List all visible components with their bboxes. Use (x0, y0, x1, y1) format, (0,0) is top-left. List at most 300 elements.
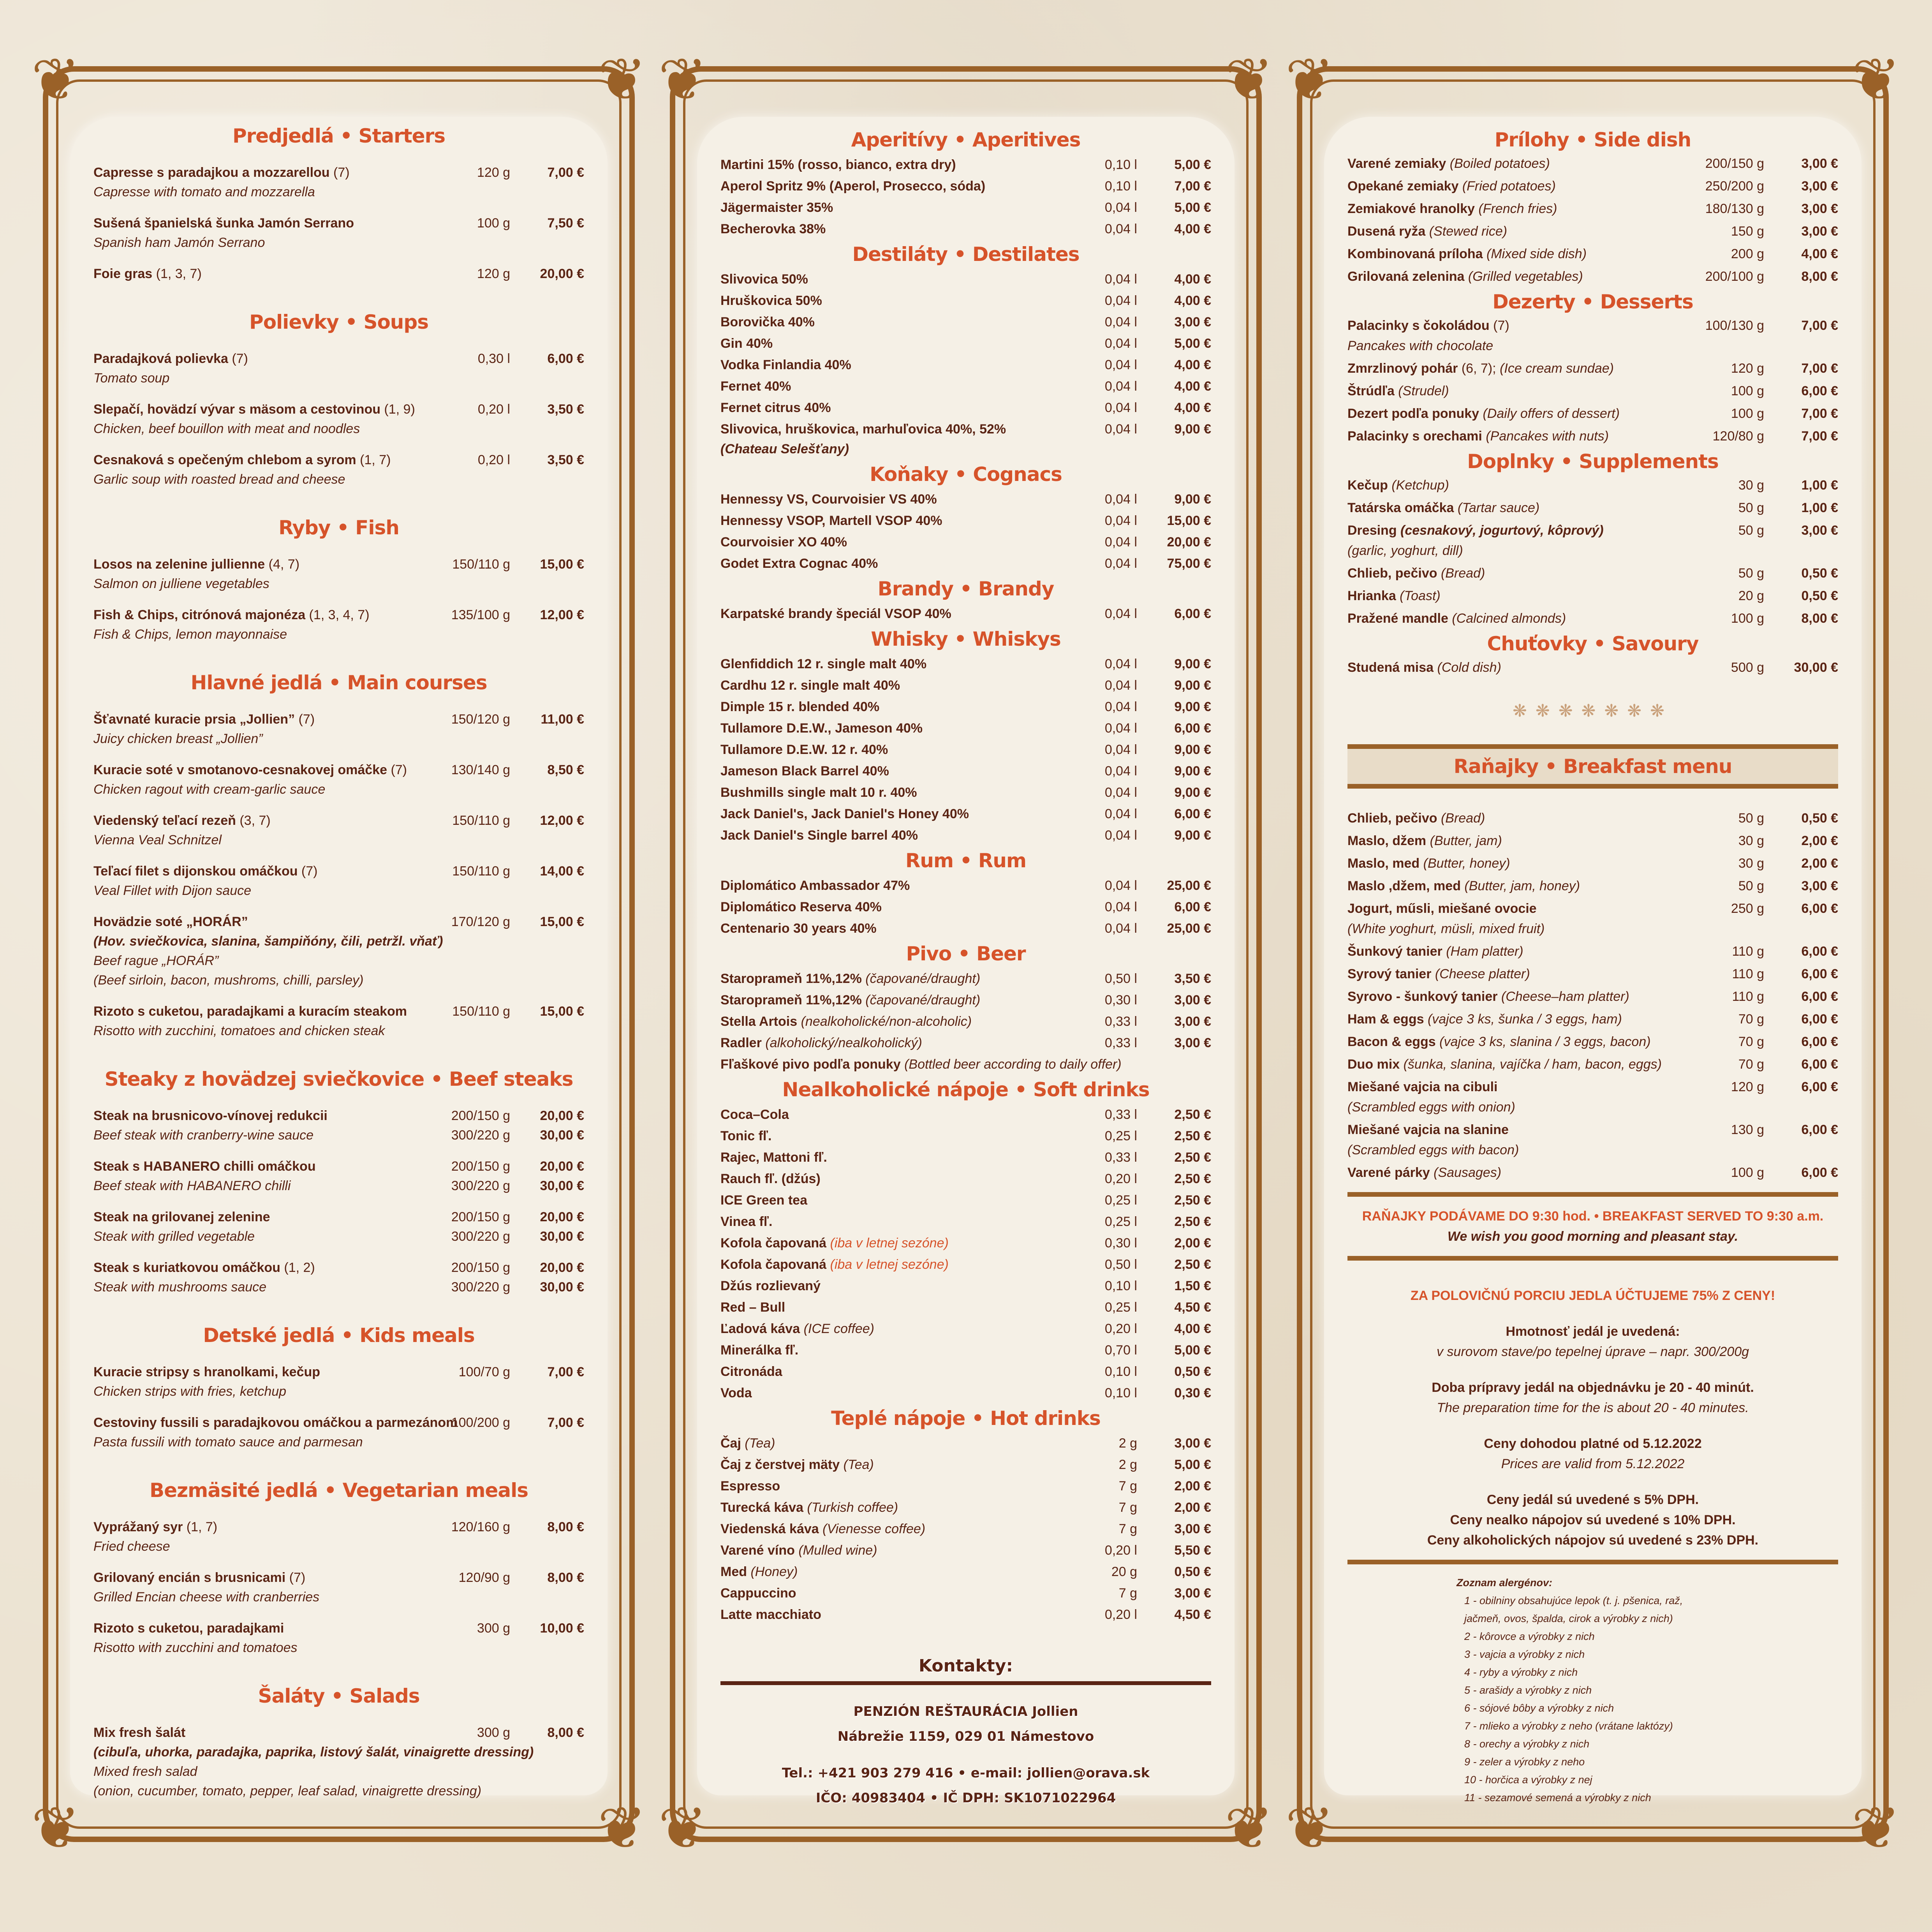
item-price: 8,00 € (547, 1570, 584, 1585)
allergen-item: 1 - obilniny obsahujúce lepok (t. j. pšenica, raž, (1464, 1595, 1683, 1606)
menu-item (1347, 315, 1838, 356)
item-translation: (Pancakes with nuts) (1482, 429, 1609, 444)
item-price: 7,00 € (547, 1415, 584, 1430)
divider (1347, 1560, 1838, 1564)
item-name: Miešané vajcia na slanine (1347, 1122, 1509, 1137)
menu-item (1347, 853, 1838, 874)
item-translation: (Tea) (840, 1457, 874, 1472)
item-translation: (vajce 3 ks, šunka / 3 eggs, ham) (1424, 1012, 1622, 1027)
item-name: Maslo, džem (1347, 833, 1427, 848)
item-name: Zemiakové hranolky (1347, 201, 1475, 216)
item-quantity: 0,04 l (1104, 785, 1137, 800)
item-quantity: 150 g (1731, 224, 1764, 239)
item-quantity: 0,20 l (1104, 1321, 1137, 1336)
menu-item (93, 1157, 584, 1196)
item-translation: Grilled Encian cheese with cranberries (93, 1590, 320, 1604)
item-quantity: 120/160 g (451, 1520, 510, 1534)
restaurant-name: PENZIÓN REŠTAURÁCIA Jollien (853, 1704, 1078, 1719)
menu-item (720, 1498, 1211, 1518)
item-quantity: 130/140 g (451, 763, 510, 777)
item-price: 5,00 € (1174, 336, 1211, 351)
item-translation: (šunka, slanina, vajíčka / ham, bacon, eggs) (1400, 1057, 1662, 1072)
item-quantity-large: 300/220 g (451, 1178, 510, 1193)
menu-item (1347, 608, 1838, 629)
item-price: 2,00 € (1174, 1236, 1211, 1250)
menu-item (1347, 221, 1838, 241)
item-quantity: 20 g (1738, 588, 1764, 603)
menu-item (720, 1434, 1211, 1453)
item-quantity-large: 300/220 g (451, 1128, 510, 1143)
item-allergens: (4, 7) (265, 557, 300, 572)
item-quantity: 0,10 l (1104, 157, 1137, 172)
item-name: Red – Bull (720, 1300, 785, 1315)
extras-sections (1347, 125, 1838, 1807)
contacts-block (720, 1656, 1211, 1810)
menu-item (1347, 808, 1838, 828)
item-price: 4,00 € (1174, 379, 1211, 394)
item-price: 6,00 € (1801, 989, 1838, 1004)
drinks-menu-panel (658, 46, 1273, 1862)
item-quantity: 0,30 l (1104, 993, 1137, 1007)
item-name: Courvoisier XO 40% (720, 535, 847, 549)
item-price: 7,00 € (1801, 361, 1838, 376)
item-quantity: 200/150 g (451, 1159, 510, 1174)
menu-item (720, 1340, 1211, 1360)
item-price: 5,50 € (1174, 1543, 1211, 1558)
item-quantity: 50 g (1738, 879, 1764, 893)
item-price: 6,00 € (1801, 1122, 1838, 1137)
item-quantity: 2 g (1118, 1457, 1137, 1472)
item-name: Foie gras (93, 266, 153, 281)
item-quantity: 170/120 g (451, 914, 510, 929)
item-price: 1,00 € (1801, 478, 1838, 493)
item-price: 6,00 € (1174, 900, 1211, 914)
item-name: Fish & Chips, citrónová majonéza (93, 608, 306, 622)
menu-item (720, 1212, 1211, 1232)
menu-item (720, 990, 1211, 1010)
menu-item (1347, 176, 1838, 196)
item-name: Šunkový tanier (1347, 944, 1442, 959)
item-name: Tullamore D.E.W., Jameson 40% (720, 721, 923, 736)
section-title: Rum • Rum (905, 849, 1027, 872)
item-quantity: 0,04 l (1104, 492, 1137, 507)
item-quantity: 0,04 l (1104, 556, 1137, 571)
item-price: 8,00 € (547, 1520, 584, 1534)
item-price: 15,00 € (540, 914, 584, 929)
menu-item (720, 1191, 1211, 1210)
item-price: 3,00 € (1174, 993, 1211, 1007)
item-translation: Risotto with zucchini and tomatoes (93, 1640, 298, 1655)
item-translation: (Grilled vegetables) (1464, 269, 1583, 284)
item-price: 11,00 € (541, 712, 584, 727)
item-quantity: 0,10 l (1104, 179, 1137, 194)
menu-item (1347, 153, 1838, 174)
item-price: 2,50 € (1174, 1107, 1211, 1122)
item-price: 8,00 € (1801, 611, 1838, 626)
item-price: 9,00 € (1174, 828, 1211, 843)
section-title: Nealkoholické nápoje • Soft drinks (782, 1078, 1150, 1101)
item-quantity: 200/150 g (1705, 156, 1764, 171)
item-name: Hrianka (1347, 588, 1396, 603)
item-quantity: 0,70 l (1104, 1343, 1137, 1358)
menu-item (93, 1207, 584, 1246)
item-name: Syrovo - šunkový tanier (1347, 989, 1498, 1004)
item-quantity: 150/110 g (452, 813, 510, 828)
vat-alcohol: Ceny alkoholických nápojov sú uvedené s 23% DPH. (1427, 1533, 1759, 1548)
item-name: Teľací filet s dijonskou omáčkou (93, 864, 298, 879)
item-name: Hruškovica 50% (720, 293, 822, 308)
item-translation: (čapované/draught) (861, 971, 981, 986)
item-price: 4,50 € (1174, 1300, 1211, 1315)
food-sections (93, 125, 584, 1812)
item-name: Cappuccino (720, 1586, 796, 1601)
item-name: Cardhu 12 r. single malt 40% (720, 678, 900, 693)
item-translation: (Mulled wine) (794, 1543, 877, 1558)
item-name: Ľadová káva (720, 1321, 800, 1336)
item-price: 2,50 € (1174, 1150, 1211, 1165)
item-translation: (Daily offers of dessert) (1479, 406, 1620, 421)
menu-item (720, 1169, 1211, 1189)
menu-item (93, 1619, 584, 1657)
item-name: Gin 40% (720, 336, 773, 351)
item-name: Palacinky s orechami (1347, 429, 1482, 444)
item-quantity: 120/90 g (458, 1570, 510, 1585)
item-quantity: 0,04 l (1104, 878, 1137, 893)
menu-item (93, 1517, 584, 1556)
section-title: Hlavné jedlá • Main courses (190, 671, 487, 694)
item-allergens: (7) (285, 1570, 306, 1585)
item-name: Viedenský teľací rezeň (93, 813, 236, 828)
item-name: Čaj z čerstvej mäty (720, 1457, 840, 1472)
corner-ornament-icon: ❦ (597, 46, 646, 114)
item-translation: Steak with mushrooms sauce (93, 1280, 267, 1294)
vat-soft-drinks: Ceny nealko nápojov sú uvedené s 10% DPH. (1450, 1513, 1736, 1527)
item-name: Kuracie soté v smotanovo-cesnakovej omáčke (93, 763, 387, 777)
item-name: Steak s kuriatkovou omáčkou (93, 1260, 280, 1275)
item-translation: (Scrambled eggs with onion) (1347, 1100, 1515, 1115)
item-price: 25,00 € (1167, 921, 1211, 936)
menu-item (720, 532, 1211, 552)
item-allergens: (7) (1489, 318, 1509, 333)
item-quantity: 0,04 l (1104, 513, 1137, 528)
item-price: 3,00 € (1174, 1436, 1211, 1451)
item-quantity: 0,04 l (1104, 807, 1137, 821)
menu-item (720, 697, 1211, 717)
item-name: Staroprameň 11%,12% (720, 993, 862, 1007)
item-price: 4,00 € (1174, 1321, 1211, 1336)
menu-item (720, 1055, 1211, 1074)
item-price: 4,00 € (1174, 293, 1211, 308)
item-quantity: 0,04 l (1104, 921, 1137, 936)
item-price: 3,00 € (1801, 179, 1838, 194)
allergen-item: 10 - horčica a výrobky z nej (1464, 1774, 1592, 1786)
item-quantity: 100/70 g (458, 1365, 510, 1379)
item-quantity: 0,10 l (1104, 1386, 1137, 1400)
item-translation: (Calcined almonds) (1448, 611, 1566, 626)
item-quantity: 120/80 g (1712, 429, 1764, 444)
item-price: 6,00 € (1801, 944, 1838, 959)
menu-item (720, 969, 1211, 989)
menu-item (93, 1258, 584, 1297)
item-quantity: 110 g (1732, 989, 1764, 1004)
menu-item (93, 450, 584, 489)
item-translation: (Bottled beer according to daily offer) (900, 1057, 1122, 1072)
item-name: Paradajková polievka (93, 351, 228, 366)
item-quantity: 0,50 l (1104, 971, 1137, 986)
item-name: Steak na brusnicovo-vínovej redukcii (93, 1108, 328, 1123)
item-name: Fernet 40% (720, 379, 791, 394)
item-name: Kečup (1347, 478, 1388, 493)
section-title: Brandy • Brandy (877, 578, 1054, 600)
section-title: Aperitívy • Aperitives (851, 129, 1081, 151)
menu-item (720, 1519, 1211, 1539)
item-name: Chlieb, pečivo (1347, 566, 1437, 581)
item-price: 3,00 € (1174, 1586, 1211, 1601)
menu-item (720, 1383, 1211, 1403)
item-name: Stella Artois (720, 1014, 798, 1029)
item-translation: (Tartar sauce) (1454, 500, 1540, 515)
item-quantity: 2 g (1118, 1436, 1137, 1451)
item-translation: (čapované/draught) (861, 993, 981, 1007)
item-price: 5,00 € (1174, 200, 1211, 215)
item-name: Studená misa (1347, 660, 1434, 675)
corner-ornament-icon: ❦ (1285, 46, 1334, 114)
section-title: Prílohy • Side dish (1494, 129, 1691, 151)
section-title: Pivo • Beer (906, 942, 1026, 965)
item-allergens: (3, 7) (236, 813, 271, 828)
item-price: 8,50 € (547, 763, 584, 777)
item-quantity: 135/100 g (451, 608, 510, 622)
item-price: 9,00 € (1174, 742, 1211, 757)
menu-item (720, 155, 1211, 175)
menu-item (720, 676, 1211, 696)
menu-item (720, 1105, 1211, 1125)
item-translation: Chicken, beef bouillon with meat and noodles (93, 421, 360, 436)
section-title: Whisky • Whiskys (871, 628, 1061, 650)
item-name: Glenfiddich 12 r. single malt 40% (720, 657, 927, 671)
item-price: 2,50 € (1174, 1129, 1211, 1143)
breakfast-header (1347, 744, 1838, 789)
item-name: Turecká káva (720, 1500, 803, 1515)
item-price: 75,00 € (1167, 556, 1211, 571)
item-name: Cesnaková s opečeným chlebom a syrom (93, 453, 356, 467)
section-title: Ryby • Fish (278, 516, 399, 539)
menu-item (1347, 266, 1838, 287)
menu-item (1347, 586, 1838, 606)
item-name: Rizoto s cuketou, paradajkami (93, 1621, 284, 1636)
corner-ornament-icon: ❦ (658, 46, 707, 114)
item-translation: (Toast) (1396, 588, 1441, 603)
item-translation: Mixed fresh salad (93, 1764, 197, 1779)
item-price: 2,50 € (1174, 1193, 1211, 1208)
item-name: Bacon & eggs (1347, 1034, 1436, 1049)
item-allergens: (6, 7); (1458, 361, 1496, 376)
item-name: Dusená ryža (1347, 224, 1426, 239)
item-price: 6,00 € (1801, 1057, 1838, 1072)
item-price: 9,00 € (1174, 699, 1211, 714)
item-allergens: (1, 3, 7) (152, 266, 202, 281)
item-quantity: 180/130 g (1705, 201, 1764, 216)
menu-item (1347, 1077, 1838, 1117)
restaurant-address: Nábrežie 1159, 029 01 Námestovo (837, 1729, 1094, 1744)
item-price: 3,00 € (1801, 523, 1838, 538)
item-name: Dresing (1347, 523, 1397, 538)
item-translation: (French fries) (1474, 201, 1557, 216)
menu-item (720, 1298, 1211, 1317)
item-price: 6,00 € (1801, 1012, 1838, 1027)
item-name: Šťavnaté kuracie prsia „Jollien” (93, 712, 295, 727)
item-quantity: 0,20 l (1104, 1607, 1137, 1622)
item-quantity: 100 g (1731, 1165, 1764, 1180)
menu-item (720, 554, 1211, 574)
item-name: Viedenská káva (720, 1522, 819, 1536)
item-price: 7,00 € (547, 1365, 584, 1379)
menu-item (720, 1583, 1211, 1603)
item-name: Grilovaná zelenina (1347, 269, 1465, 284)
item-price: 7,00 € (1174, 179, 1211, 194)
corner-ornament-icon: ❦ (31, 46, 80, 114)
item-price: 6,00 € (1174, 606, 1211, 621)
menu-item (1347, 964, 1838, 984)
item-translation: (Honey) (747, 1564, 798, 1579)
item-quantity: 7 g (1118, 1522, 1137, 1536)
item-description: (Hov. sviečkovica, slanina, šampiňóny, čili, petržl. vňať) (93, 934, 443, 949)
menu-item (1347, 1032, 1838, 1052)
menu-item (1347, 403, 1838, 424)
item-price: 6,00 € (1801, 967, 1838, 981)
item-price: 15,00 € (540, 1004, 584, 1019)
menu-item (720, 604, 1211, 624)
allergen-item: 6 - sójové bôby a výrobky z nich (1464, 1702, 1614, 1714)
menu-item (93, 1723, 584, 1801)
item-price-large: 30,00 € (540, 1280, 584, 1294)
item-quantity: 300 g (477, 1725, 510, 1740)
item-name: ICE Green tea (720, 1193, 807, 1208)
item-translation: (ICE coffee) (800, 1321, 874, 1336)
item-price: 6,00 € (1801, 1034, 1838, 1049)
item-allergens: (1, 2) (280, 1260, 315, 1275)
item-price: 6,00 € (1801, 901, 1838, 916)
item-name: Maslo, med (1347, 856, 1420, 871)
menu-item (720, 269, 1211, 289)
item-price-large: 30,00 € (540, 1178, 584, 1193)
item-quantity: 0,04 l (1104, 222, 1137, 236)
item-translation: (Cheese platter) (1431, 967, 1530, 981)
item-quantity: 120 g (1731, 361, 1764, 376)
menu-item (720, 1012, 1211, 1032)
item-translation: (Stewed rice) (1425, 224, 1508, 239)
item-name: Dezert podľa ponuky (1347, 406, 1479, 421)
item-quantity: 0,04 l (1104, 828, 1137, 843)
item-quantity: 100/130 g (1705, 318, 1764, 333)
item-price: 7,00 € (1801, 406, 1838, 421)
menu-item (1347, 563, 1838, 583)
item-name: Ham & eggs (1347, 1012, 1424, 1027)
menu-item (720, 804, 1211, 824)
item-translation: (Fried potatoes) (1458, 179, 1556, 194)
item-price-large: 30,00 € (540, 1128, 584, 1143)
menu-item (1347, 831, 1838, 851)
menu-item (720, 761, 1211, 781)
section-title: Doplnky • Supplements (1467, 450, 1719, 473)
corner-ornament-icon: ❦ (31, 1795, 80, 1862)
item-price: 5,00 € (1174, 1457, 1211, 1472)
item-name: Centenario 30 years 40% (720, 921, 877, 936)
item-price: 9,00 € (1174, 678, 1211, 693)
extras-menu-panel (1285, 46, 1900, 1862)
item-translation: Risotto with zucchini, tomatoes and chicken steak (93, 1023, 385, 1038)
menu-item (720, 334, 1211, 354)
menu-item (1347, 1009, 1838, 1029)
section-title: Polievky • Soups (249, 311, 428, 333)
menu-item (720, 740, 1211, 760)
item-quantity: 0,04 l (1104, 293, 1137, 308)
item-quantity: 50 g (1738, 523, 1764, 538)
item-quantity: 0,04 l (1104, 678, 1137, 693)
item-quantity: 200/150 g (451, 1210, 510, 1224)
item-quantity: 0,04 l (1104, 721, 1137, 736)
valid-note-sk: Ceny dohodou platné od 5.12.2022 (1484, 1436, 1702, 1451)
item-name: Fľaškové pivo podľa ponuky (720, 1057, 901, 1072)
item-price: 9,00 € (1174, 657, 1211, 671)
item-price: 3,00 € (1801, 156, 1838, 171)
item-price: 20,00 € (1167, 535, 1211, 549)
menu-item (720, 312, 1211, 332)
item-price: 2,50 € (1174, 1257, 1211, 1272)
section-title: Šaláty • Salads (258, 1685, 420, 1707)
item-quantity: 130 g (1731, 1122, 1764, 1137)
item-price: 2,00 € (1174, 1500, 1211, 1515)
item-name: Vyprážaný syr (93, 1520, 183, 1534)
item-translation: Spanish ham Jamón Serrano (93, 235, 265, 250)
menu-item (1347, 520, 1838, 561)
menu-item (720, 1148, 1211, 1168)
section-title: Chuťovky • Savoury (1487, 632, 1699, 655)
item-name: Duo mix (1347, 1057, 1400, 1072)
item-price: 20,00 € (540, 266, 584, 281)
divider (720, 1681, 1211, 1685)
corner-ornament-icon: ❦ (1224, 46, 1273, 114)
valid-note-en: Prices are valid from 5.12.2022 (1501, 1456, 1685, 1471)
item-translation: Fish & Chips, lemon mayonnaise (93, 627, 287, 642)
item-price: 6,00 € (1801, 1165, 1838, 1180)
item-quantity: 0,33 l (1104, 1107, 1137, 1122)
item-quantity: 7 g (1118, 1500, 1137, 1515)
item-translation: (Butter, jam) (1426, 833, 1502, 848)
menu-item (1347, 475, 1838, 495)
item-name: Fernet citrus 40% (720, 400, 831, 415)
item-quantity: 7 g (1118, 1586, 1137, 1601)
menu-item (1347, 498, 1838, 518)
item-name: Varené víno (720, 1543, 795, 1558)
item-quantity: 0,50 l (1104, 1257, 1137, 1272)
item-translation: (alkoholický/nealkoholický) (761, 1036, 922, 1050)
item-price: 2,50 € (1174, 1171, 1211, 1186)
item-price: 7,00 € (1801, 429, 1838, 444)
item-name: Karpatské brandy špeciál VSOP 40% (720, 606, 951, 621)
item-name: Coca–Cola (720, 1107, 789, 1122)
item-price: 0,50 € (1801, 811, 1838, 826)
item-quantity: 0,20 l (477, 453, 510, 467)
item-name: Diplomático Ambassador 47% (720, 878, 910, 893)
menu-item (93, 400, 584, 439)
item-quantity: 110 g (1732, 944, 1764, 959)
item-quantity: 30 g (1738, 856, 1764, 871)
item-quantity: 0,04 l (1104, 535, 1137, 549)
item-quantity: 0,04 l (1104, 764, 1137, 778)
item-price-large: 30,00 € (540, 1229, 584, 1244)
item-quantity: 250 g (1731, 901, 1764, 916)
